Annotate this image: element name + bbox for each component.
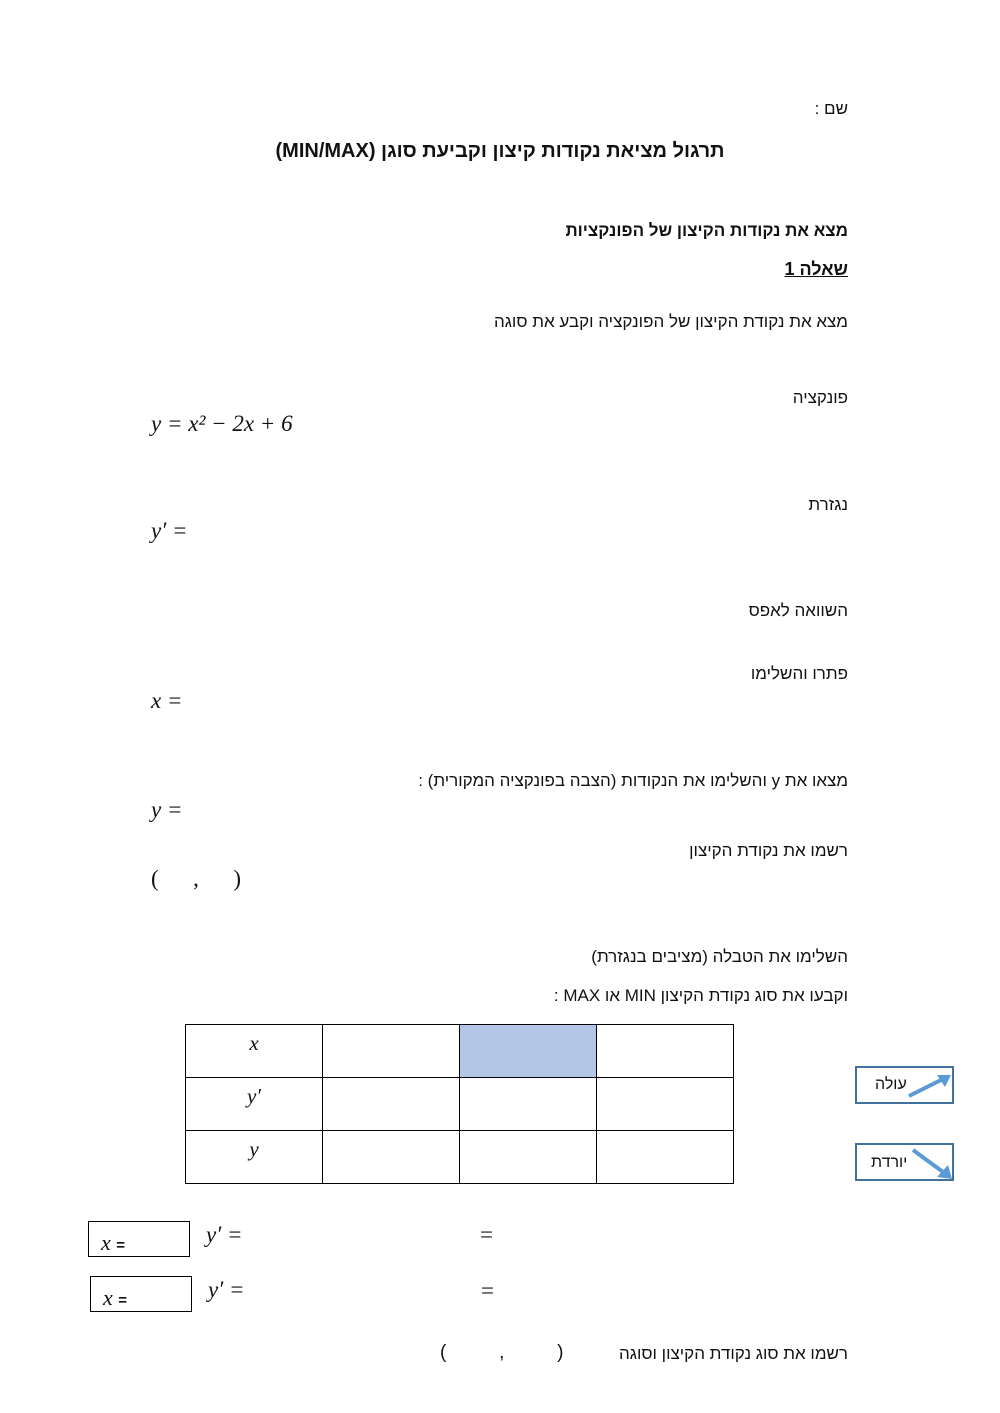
x-input-box-1[interactable]: x = [88, 1221, 190, 1257]
page-title: תרגול מציאת נקודות קיצון וקביעת סוגן (MIN/MAX) [275, 140, 725, 162]
table-cell[interactable] [323, 1078, 460, 1131]
table-label: השלימו את הטבלה (מציבים בנגזרת) [591, 947, 848, 966]
arrow-down-right-icon [909, 1147, 955, 1181]
y-expression: y = [151, 797, 183, 822]
derivative-eval-2: y′ = [208, 1277, 245, 1302]
x-expression: x = [151, 688, 183, 713]
x-input-box-2[interactable]: x = [90, 1276, 192, 1312]
sign-table [185, 1024, 734, 1184]
table-cell[interactable] [597, 1025, 734, 1078]
arrow-up-right-icon [905, 1072, 953, 1100]
equals-sign-2: = [481, 1278, 494, 1303]
table-row [186, 1078, 734, 1131]
increasing-legend[interactable] [855, 1066, 954, 1104]
type-label: וקבעו את סוג נקודת הקיצון MIN או MAX : [553, 986, 848, 1005]
table-cell[interactable] [460, 1078, 597, 1131]
question-prompt: מצא את נקודת הקיצון של הפונקציה וקבע את סוגה [493, 312, 848, 331]
instruction: מצא את נקודות הקיצון של הפונקציות [565, 221, 848, 240]
final-label: רשמו את סוג נקודת הקיצון וסוגה [618, 1344, 848, 1363]
solve-label: פתרו והשלימו [750, 664, 848, 683]
row-header-x: x [186, 1025, 323, 1078]
decreasing-legend[interactable] [855, 1143, 954, 1181]
function-expression: y = x² − 2x + 6 [151, 411, 293, 436]
table-row [186, 1131, 734, 1184]
increasing-label: עולה [875, 1076, 907, 1093]
final-point-template: ( , ) [440, 1342, 564, 1363]
row-header-y: y [186, 1131, 323, 1184]
derivative-eval-1: y′ = [206, 1222, 243, 1247]
table-cell[interactable] [460, 1131, 597, 1184]
table-cell[interactable] [323, 1025, 460, 1078]
derivative-label: נגזרת [808, 495, 848, 514]
derivative-expression: y′ = [151, 518, 188, 543]
table-cell-highlighted[interactable] [460, 1025, 597, 1078]
equate-zero-label: השוואה לאפס [748, 601, 848, 620]
table-cell[interactable] [323, 1131, 460, 1184]
table-cell[interactable] [597, 1131, 734, 1184]
point-template: ( , ) [151, 866, 242, 891]
table-row [186, 1025, 734, 1078]
find-y-label: מצאו את y והשלימו את הנקודות (הצבה בפונקציה המקורית) : [418, 771, 848, 790]
name-label: שם : [814, 99, 848, 118]
question-heading: שאלה 1 [784, 259, 848, 279]
row-header-derivative: y′ [186, 1078, 323, 1131]
function-label: פונקציה [792, 388, 848, 407]
decreasing-label: יורדת [871, 1154, 908, 1171]
write-point-label: רשמו את נקודת הקיצון [689, 841, 848, 860]
table-cell[interactable] [597, 1078, 734, 1131]
equals-sign-1: = [480, 1222, 493, 1247]
